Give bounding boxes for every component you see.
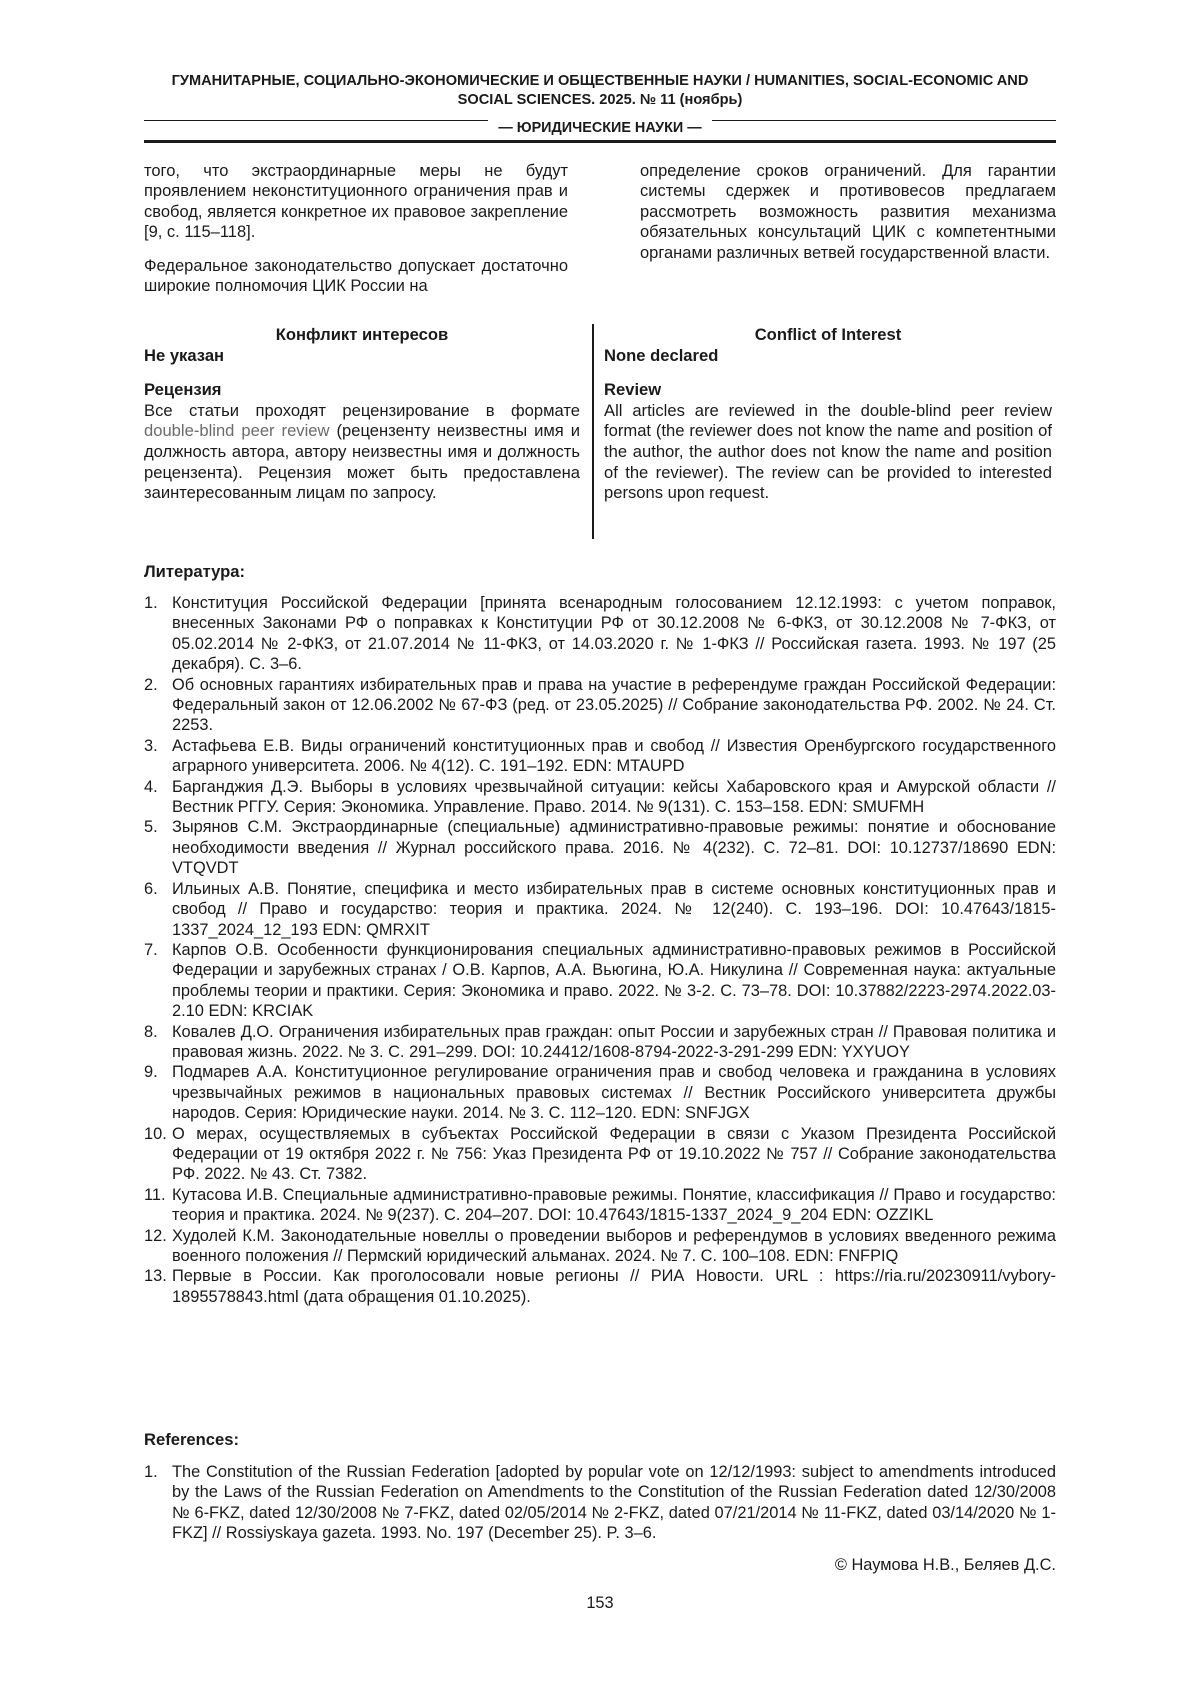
- review-text-en: All articles are reviewed in the double-blind peer review format (the reviewer does not know the name and position of the author, the author does not know the name and position of the reviewer). The review can be provided to interested persons upon request.: [604, 400, 1052, 503]
- reference-text: Об основных гарантиях избирательных прав и права на участие в референдуме граждан Российской Федерации: Федеральный закон от 12.06.2002 № 67-ФЗ (ред. от 23.05.2025) // Собрание законодательства РФ. 2002. № 24. Ст. 2253.: [172, 675, 1056, 735]
- coi-title-ru: Конфликт интересов: [275, 325, 449, 344]
- reference-item: [144, 1124, 1056, 1185]
- reference-item: [144, 1462, 1056, 1544]
- reference-item: [144, 675, 1056, 736]
- reference-text: Первые в России. Как проголосовали новые регионы // РИА Новости. URL : https://ria.ru/20230911/vybory-1895578843.html (дата обращения 01.10.2025).: [172, 1267, 1056, 1306]
- section-title-text: — ЮРИДИЧЕСКИЕ НАУКИ —: [488, 120, 711, 136]
- reference-text: О мерах, осуществляемых в субъектах Российской Федерации в связи с Указом Президента Российской Федерации от 19 октября 2022 г. № 756: Указ Президента РФ от 19.10.2022 № 757 // Собрание законодательства РФ. 2022. № 43. Ст. 7382.: [172, 1124, 1056, 1184]
- page-number: 153: [586, 1594, 614, 1612]
- header-rule-thick: [144, 140, 1056, 143]
- body-paragraph: Федеральное законодательство допускает достаточно широкие полномочия ЦИК России на: [144, 256, 568, 296]
- reference-number: 2.: [144, 675, 158, 694]
- body-column-right: [640, 161, 1056, 263]
- body-paragraph: определение сроков ограничений. Для гарантии системы сдержек и противовесов предлагаем рассмотреть возможность развития механизма обязательных консультаций ЦИК с компетентными органами различных ветвей государственной власти.: [640, 162, 1056, 262]
- review-text-ru-part: Все статьи проходят рецензирование в формате: [144, 400, 580, 420]
- reference-number: 13.: [144, 1267, 167, 1286]
- review-text-ru-part: (рецензенту неизвестны имя и должность автора, автору неизвестны имя и должность рецензента). Рецензия может быть предоставлена заинтересованным лицам по запросу.: [144, 421, 580, 503]
- reference-text: Ковалев Д.О. Ограничения избирательных прав граждан: опыт России и зарубежных стран // Правовая политика и правовая жизнь. 2022. № 3. С. 291–299. DOI: 10.24412/1608-8794-2022-3-291-299 EDN: YXYUOY: [172, 1022, 1056, 1061]
- review-text-ru: [144, 401, 580, 504]
- copyright-note: © Наумова Н.В., Беляев Д.С.: [834, 1556, 1056, 1574]
- review-title-en: Review: [604, 380, 662, 400]
- coi-title-en: Conflict of Interest: [754, 325, 902, 344]
- reference-number: 4.: [144, 777, 158, 796]
- reference-number: 3.: [144, 736, 158, 755]
- body-column-left: [144, 161, 568, 296]
- reference-text: Зырянов С.М. Экстраординарные (специальные) административно-правовые режимы: понятие и обоснование необходимости введения // Журнал российского права. 2016. № 4(232). С. 72–81. DOI: 10.12737/18690 EDN: VTQVDT: [172, 818, 1056, 878]
- reference-number: 1.: [144, 1463, 158, 1481]
- reference-item: [144, 940, 1056, 1022]
- section-title: [144, 119, 1056, 137]
- journal-header-title: ГУМАНИТАРНЫЕ, СОЦИАЛЬНО-ЭКОНОМИЧЕСКИЕ И ОБЩЕСТВЕННЫЕ НАУКИ / HUMANITIES, SOCIAL-ECONOMIC AND SOCIAL SCIENCES. 2025. № 11 (ноябрь): [171, 73, 1029, 108]
- reference-text: Подмарев А.А. Конституционное регулирование ограничения прав и свобод человека и гражданина в условиях чрезвычайных режимов в национальных правовых системах // Вестник Российского университета дружбы народов. Серия: Юридические науки. 2014. № 3. С. 112–120. EDN: SNFJGX: [172, 1063, 1056, 1123]
- review-format-link[interactable]: double-blind peer review: [144, 421, 330, 441]
- reference-item: [144, 1022, 1056, 1063]
- reference-item: [144, 1185, 1056, 1226]
- reference-number: 10.: [144, 1124, 167, 1143]
- reference-number: 7.: [144, 940, 158, 959]
- review-title-ru: Рецензия: [144, 380, 222, 400]
- reference-item: [144, 593, 1056, 675]
- reference-number: 6.: [144, 879, 158, 898]
- reference-number: 5.: [144, 818, 158, 837]
- reference-text: Астафьева Е.В. Виды ограничений конституционных прав и свобод // Известия Оренбургского государственного аграрного университета. 2006. № 4(12). С. 191–192. EDN: MTAUPD: [172, 736, 1056, 776]
- reference-number: 8.: [144, 1022, 158, 1041]
- references-list: [144, 1462, 1056, 1544]
- reference-item: [144, 817, 1056, 878]
- reference-item: [144, 736, 1056, 777]
- references-heading: References:: [144, 1430, 240, 1449]
- reference-item: [144, 879, 1056, 940]
- conflict-of-interest-en: [604, 325, 1052, 504]
- reference-number: 12.: [144, 1226, 167, 1245]
- literature-heading: Литература:: [144, 562, 246, 581]
- body-paragraph: того, что экстраординарные меры не будут проявлением неконституционного ограничения прав и свобод, является конкретное их правовое закрепление [9, с. 115–118].: [144, 162, 568, 242]
- coi-value-ru: Не указан: [144, 345, 225, 365]
- reference-text: Барганджия Д.Э. Выборы в условиях чрезвычайной ситуации: кейсы Хабаровского края и Амурской области // Вестник РГГУ. Серия: Экономика. Управление. Право. 2014. № 9(131). С. 153–158. EDN: SMUFMH: [172, 777, 1056, 817]
- reference-text: Карпов О.В. Особенности функционирования специальных административно-правовых режимов в Российской Федерации и зарубежных странах / О.В. Карпов, А.А. Вьюгина, Ю.А. Никулина // Современная наука: актуальные проблемы теории и практики. Серия: Экономика и право. 2022. № 3-2. С. 73–78. DOI: 10.37882/2223-2974.2022.03-2.10 EDN: KRCIAK: [172, 940, 1056, 1021]
- reference-number: 9.: [144, 1063, 158, 1082]
- coi-column-divider: [592, 324, 594, 539]
- reference-text: Кутасова И.В. Специальные административно-правовые режимы. Понятие, классификация // Право и государство: теория и практика. 2024. № 9(237). С. 204–207. DOI: 10.47643/1815-1337_2024_9_204 EDN: OZZIKL: [172, 1185, 1056, 1225]
- reference-number: 1.: [144, 594, 158, 612]
- reference-number: 11.: [144, 1185, 166, 1204]
- reference-item: [144, 777, 1056, 818]
- literature-list: [144, 593, 1056, 1307]
- coi-value-en: None declared: [604, 345, 719, 365]
- reference-text: Худолей К.М. Законодательные новеллы о проведении выборов и референдумов в условиях введенного режима военного положения // Пермский юридический альманах. 2024. № 7. С. 100–108. EDN: FNFPIQ: [172, 1226, 1056, 1265]
- reference-text: Конституция Российской Федерации [принята всенародным голосованием 12.12.1993: с учетом поправок, внесенных Законами РФ о поправках к Конституции РФ от 30.12.2008 № 6-ФКЗ, от 30.12.2008 № 7-ФКЗ, от 05.02.2014 № 2-ФКЗ, от 21.07.2014 № 11-ФКЗ, от 14.03.2020 г. № 1-ФКЗ // Российская газета. 1993. № 197 (25 декабря). С. 3–6.: [172, 594, 1056, 674]
- reference-item: [144, 1062, 1056, 1123]
- reference-text: Ильиных А.В. Понятие, специфика и место избирательных прав в системе основных конституционных прав и свобод // Право и государство: теория и практика. 2024. № 12(240). С. 193–196. DOI: 10.47643/1815-1337_2024_12_193 EDN: QMRXIT: [172, 879, 1056, 939]
- reference-item: [144, 1266, 1056, 1307]
- reference-item: [144, 1226, 1056, 1267]
- reference-text: The Constitution of the Russian Federation [adopted by popular vote on 12/12/1993: subject to amendments introduced by the Laws of the Russian Federation on Amendments to the Constitution of the Russian Federation dated 12/30/2008 № 6-FKZ, dated 12/30/2008 № 7-FKZ, dated 02/05/2014 № 2-FKZ, dated 07/21/2014 № 11-FKZ, dated 03/14/2020 № 1-FKZ] // Rossiyskaya gazeta. 1993. No. 197 (December 25). P. 3–6.: [172, 1463, 1056, 1543]
- conflict-of-interest-ru: [144, 325, 580, 504]
